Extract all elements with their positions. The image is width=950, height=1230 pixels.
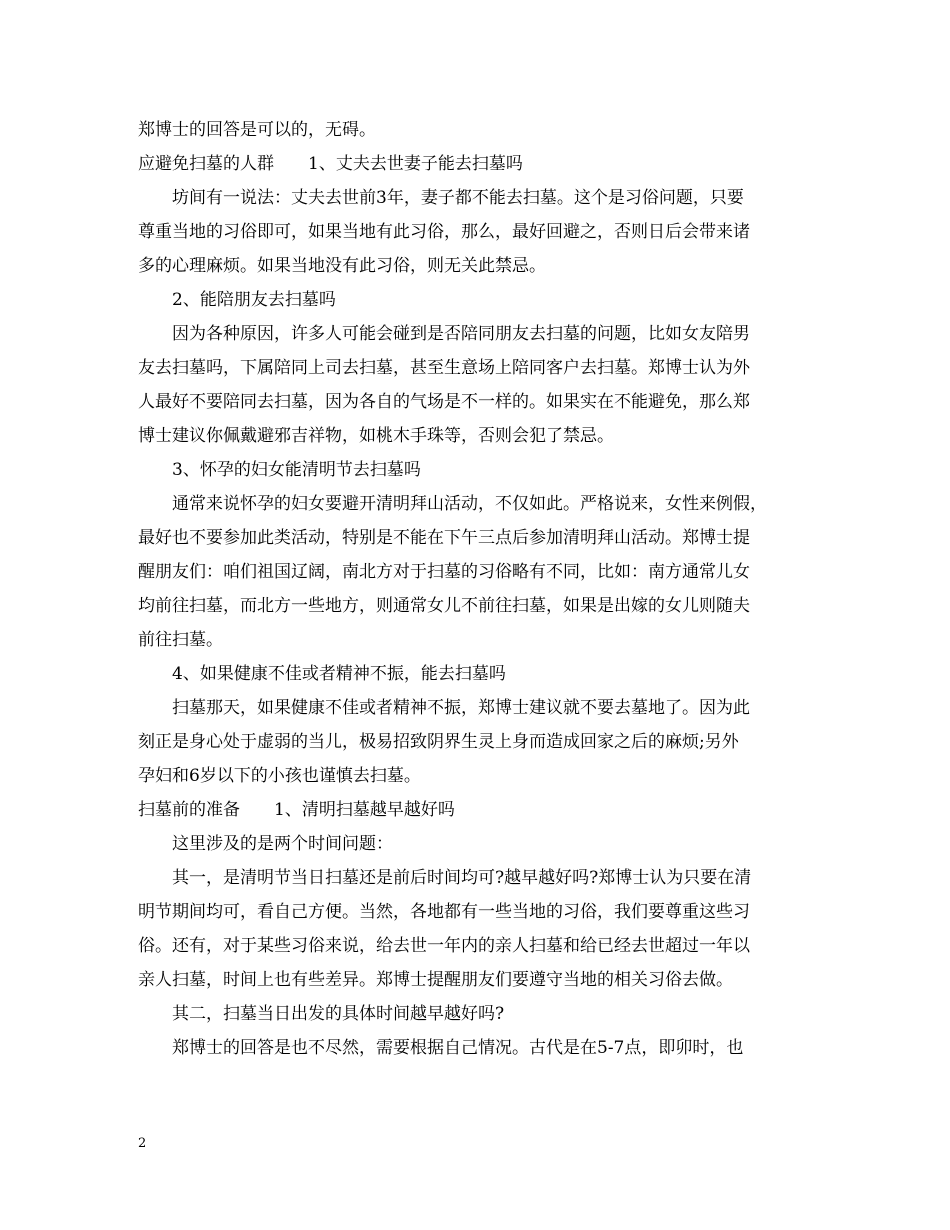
paragraph-line: 友去扫墓吗，下属陪同上司去扫墓，甚至生意场上陪同客户去扫墓。郑博士认为外	[138, 358, 750, 378]
paragraph-line: 多的心理麻烦。如果当地没有此习俗，则无关此禁忌。	[138, 256, 546, 276]
section-heading-line	[138, 147, 828, 181]
paragraph-line: 亲人扫墓，时间上也有些差异。郑博士提醒朋友们要遵守当地的相关习俗去做。	[138, 970, 733, 990]
paragraph-line: 郑博士的回答是可以的，无碍。	[138, 120, 376, 140]
subheading: 3、怀孕的妇女能清明节去扫墓吗	[172, 460, 421, 480]
paragraph-line: 前往扫墓。	[138, 630, 223, 650]
paragraph-line: 郑博士的回答是也不尽然，需要根据自己情况。古代是在5-7点，即卯时，也	[172, 1038, 744, 1058]
paragraph-line: 均前往扫墓，而北方一些地方，则通常女儿不前往扫墓，如果是出嫁的女儿则随夫	[138, 596, 750, 616]
subheading: 1、丈夫去世妻子能去扫墓吗	[308, 154, 523, 174]
paragraph-line: 博士建议你佩戴避邪吉祥物，如桃木手珠等，否则会犯了禁忌。	[138, 426, 614, 446]
paragraph-line: 扫墓那天，如果健康不佳或者精神不振，郑博士建议就不要去墓地了。因为此	[172, 698, 750, 718]
subheading: 1、清明扫墓越早越好吗	[274, 800, 455, 820]
section-heading: 扫墓前的准备	[138, 800, 240, 820]
paragraph-line: 明节期间均可，看自己方便。当然，各地都有一些当地的习俗，我们要尊重这些习	[138, 902, 750, 922]
paragraph-line: 刻正是身心处于虚弱的当儿，极易招致阴界生灵上身而造成回家之后的麻烦;另外	[138, 732, 739, 752]
paragraph-line: 醒朋友们：咱们祖国辽阔，南北方对于扫墓的习俗略有不同，比如：南方通常儿女	[138, 562, 750, 582]
paragraph-line: 孕妇和6岁以下的小孩也谨慎去扫墓。	[138, 766, 421, 786]
page-number: 2	[138, 1136, 147, 1151]
paragraph-line: 人最好不要陪同去扫墓，因为各自的气场是不一样的。如果实在不能避免，那么郑	[138, 392, 750, 412]
document-body	[138, 113, 828, 1065]
paragraph-line: 这里涉及的是两个时间问题：	[172, 834, 393, 854]
paragraph-line: 俗。还有，对于某些习俗来说，给去世一年内的亲人扫墓和给已经去世超过一年以	[138, 936, 750, 956]
paragraph-line: 其二，扫墓当日出发的具体时间越早越好吗?	[172, 1004, 505, 1024]
subheading: 4、如果健康不佳或者精神不振，能去扫墓吗	[172, 664, 506, 684]
section-heading: 应避免扫墓的人群	[138, 154, 274, 174]
paragraph-line: 因为各种原因，许多人可能会碰到是否陪同朋友去扫墓的问题，比如女友陪男	[172, 324, 750, 344]
paragraph-line: 通常来说怀孕的妇女要避开清明拜山活动，不仅如此。严格说来，女性来例假，	[172, 494, 767, 514]
subheading: 2、能陪朋友去扫墓吗	[172, 290, 336, 310]
paragraph-line: 其一，是清明节当日扫墓还是前后时间均可?越早越好吗?郑博士认为只要在清	[172, 868, 752, 888]
paragraph-line: 尊重当地的习俗即可，如果当地有此习俗，那么，最好回避之，否则日后会带来诸	[138, 222, 750, 242]
paragraph-line: 最好也不要参加此类活动，特别是不能在下午三点后参加清明拜山活动。郑博士提	[138, 528, 750, 548]
section-heading-line	[138, 793, 828, 827]
paragraph-line: 坊间有一说法：丈夫去世前3年，妻子都不能去扫墓。这个是习俗问题，只要	[172, 188, 744, 208]
